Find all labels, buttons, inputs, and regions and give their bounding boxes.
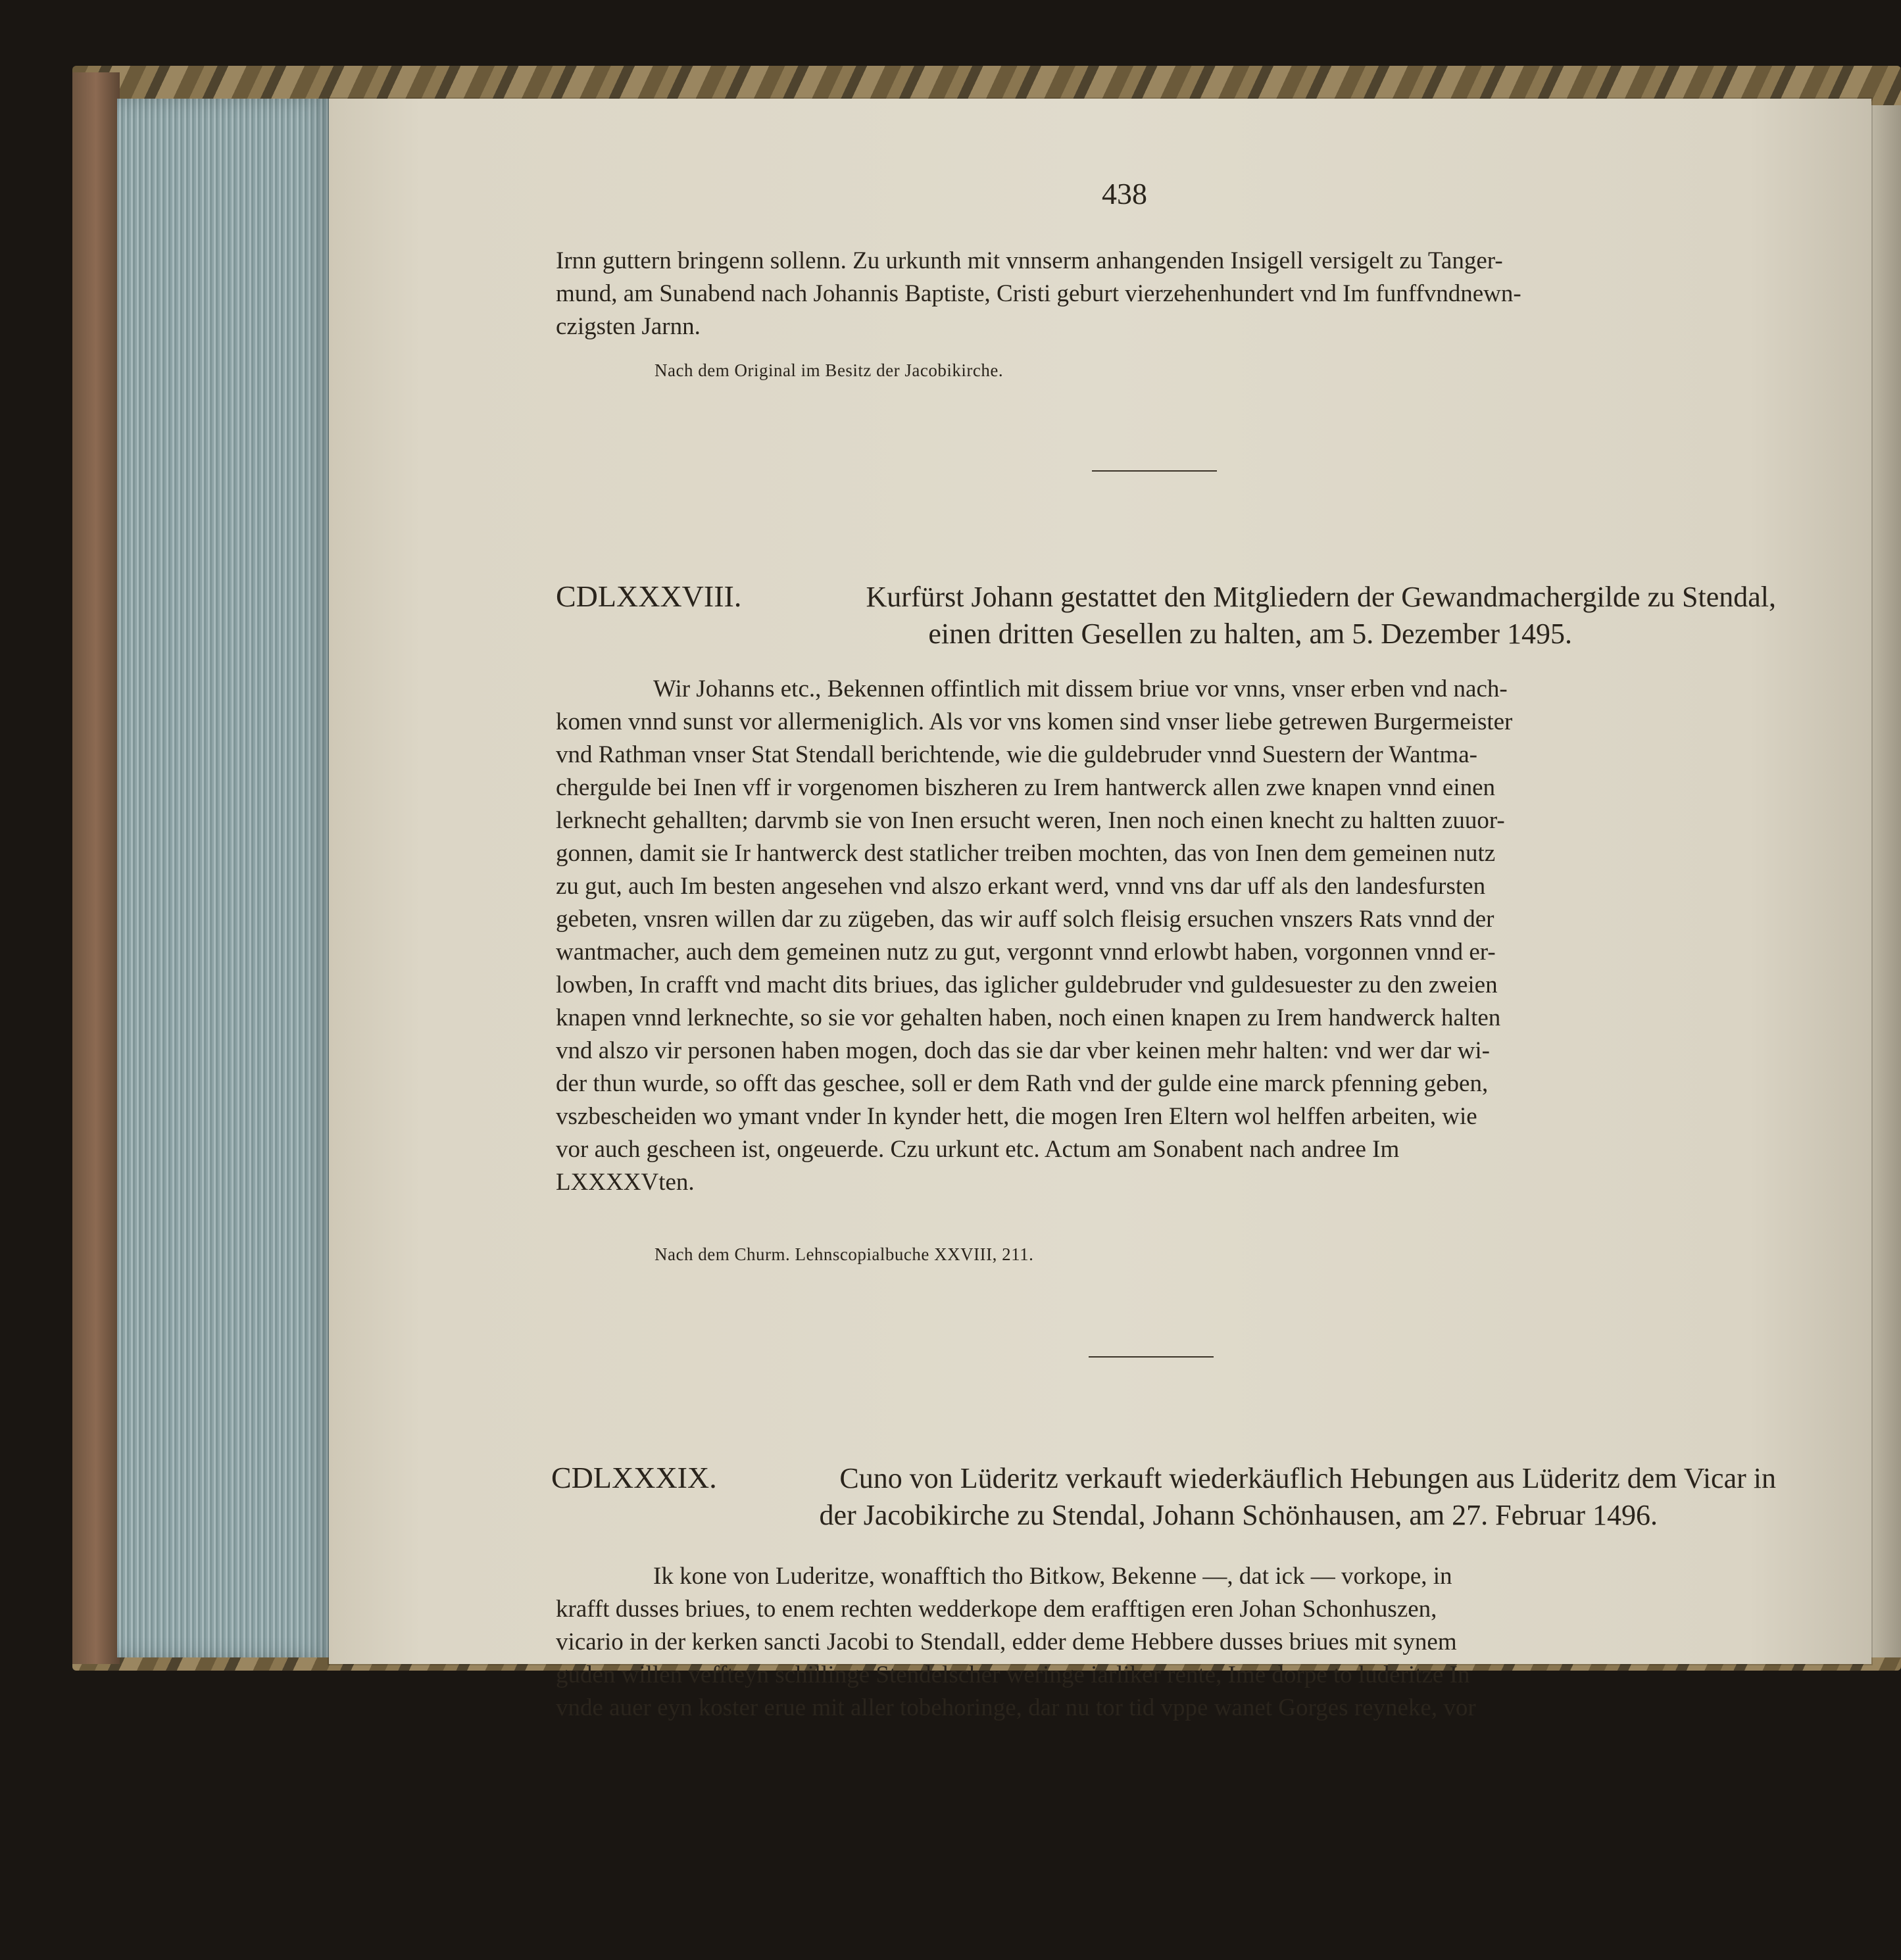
text-line: wantmacher, auch dem gemeinen nutz zu gut, vergonnt vnnd erlowbt haben, vorgonnen vnnd er- — [556, 939, 1496, 966]
entry-number: CDLXXXVIII. — [556, 579, 742, 613]
text-line: der thun wurde, so offt das geschee, soll er dem Rath vnd der gulde eine marck pfenning geben, — [556, 1070, 1489, 1097]
entry-body — [556, 1560, 1773, 1725]
text-line: knapen vnnd lerknechte, so sie vor gehalten haben, noch einen knapen zu Irem handwerck halten — [556, 1004, 1501, 1031]
text-line: Irnn guttern bringenn sollenn. Zu urkunth mit vnnserm anhangenden Insigell versigelt zu Tanger- — [556, 247, 1503, 274]
entry-heading — [783, 579, 1776, 652]
book-page — [329, 99, 1871, 1721]
facing-page-edge — [1871, 105, 1901, 1657]
text-line: vnd Rathman vnser Stat Stendall berichtende, wie die guldebruder vnnd Suestern der Wantma- — [556, 741, 1477, 768]
text-line: vnde auer eyn koster erue mit aller tobehoringe, dar nu tor tid vppe wanet Gorges reyneke, vor — [556, 1694, 1476, 1721]
entry-body — [556, 673, 1773, 1199]
heading-line: der Jacobikirche zu Stendal, Johann Schönhausen, am 27. Februar 1496. — [819, 1499, 1658, 1531]
text-line: chergulde bei Inen vff ir vorgenomen biszheren zu Irem hantwerck allen zwe knapen vnnd einen — [556, 774, 1496, 801]
book-spine — [72, 72, 120, 1664]
text-line: vszbescheiden wo ymant vnder In kynder hett, die mogen Iren Eltern wol helffen arbeiten, wie — [556, 1103, 1477, 1130]
section-divider — [1092, 470, 1217, 472]
text-line: lowben, In crafft vnd macht dits briues, das iglicher guldebruder vnd guldesuester zu den zweien — [556, 971, 1498, 998]
entry-number: CDLXXXIX. — [551, 1461, 717, 1494]
text-line: gonnen, damit sie Ir hantwerck dest statlicher treiben mochten, das von Inen dem gemeinen nutz — [556, 840, 1496, 867]
heading-line: einen dritten Gesellen zu halten, am 5. Dezember 1495. — [928, 618, 1572, 650]
text-line: krafft dusses briues, to enem rechten wedderkope dem erafftigen eren Johan Schonhuszen, — [556, 1596, 1437, 1623]
top-fragment-text — [556, 245, 1773, 343]
text-line: vor auch gescheen ist, ongeuerde. Czu urkunt etc. Actum am Sonabent nach andree Im — [556, 1136, 1400, 1163]
text-line: komen vnnd sunst vor allermeniglich. Als vor vns komen sind vnser liebe getrewen Burgermeister — [556, 708, 1513, 735]
text-line: Ik kone von Luderitze, wonafftich tho Bitkow, Bekenne —, dat ick — vorkope, in — [653, 1563, 1452, 1590]
text-line: mund, am Sunabend nach Johannis Baptiste, Cristi geburt vierzehenhundert vnd Im funffvndnewn- — [556, 280, 1521, 307]
heading-line: Cuno von Lüderitz verkauft wiederkäuflich Hebungen aus Lüderitz dem Vicar in — [839, 1462, 1776, 1494]
page-stack-edge — [117, 99, 334, 1657]
text-line: Wir Johanns etc., Bekennen offintlich mit dissem briue vor vnns, vnser erben vnd nach- — [653, 675, 1508, 702]
text-line: vicario in der kerken sancti Jacobi to Stendall, edder deme Hebbere dusses briues mit synem — [556, 1629, 1457, 1655]
text-line: guden willen veffteyn schillinge Stendelscher weringe iarliker rente, Ime dorpe to luderitze In — [556, 1661, 1470, 1688]
text-line: zu gut, auch Im besten angesehen vnd alszo erkant werd, vnnd vns dar uff als den landesfursten — [556, 873, 1486, 900]
section-divider — [1089, 1356, 1214, 1358]
heading-line: Kurfürst Johann gestattet den Mitgliedern der Gewandmachergilde zu Stendal, — [866, 581, 1776, 613]
entry-heading — [756, 1460, 1776, 1534]
text-line: czigsten Jarnn. — [556, 313, 701, 340]
text-line: lerknecht gehallten; darvmb sie von Inen ersucht weren, Inen noch einen knecht zu haltten zuuor- — [556, 807, 1505, 834]
page-number: 438 — [1102, 177, 1147, 210]
text-line: vnd alszo vir personen haben mogen, doch das sie dar vber keinen mehr halten: vnd wer dar wi- — [556, 1037, 1490, 1064]
text-line: gebeten, vnsren willen dar zu zügeben, das wir auff solch fleisig ersuchen vnszers Rats vnnd der — [556, 906, 1494, 933]
text-line: LXXXXVten. — [556, 1169, 695, 1196]
source-note: Nach dem Original im Besitz der Jacobikirche. — [654, 360, 1004, 380]
source-note: Nach dem Churm. Lehnscopialbuche XXVIII, 211. — [654, 1244, 1034, 1264]
